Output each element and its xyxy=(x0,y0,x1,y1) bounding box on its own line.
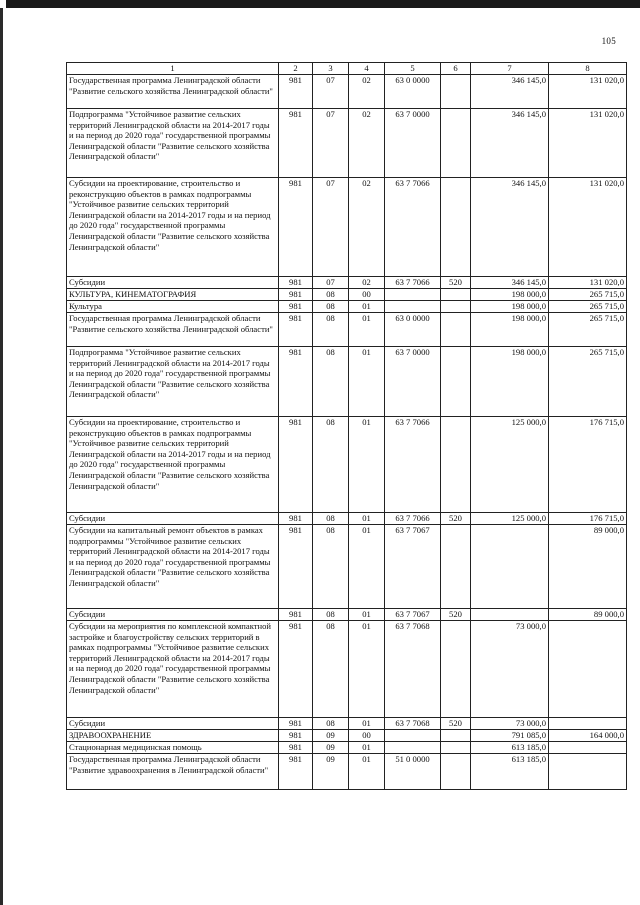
row-description: Субсидии на капитальный ремонт объектов в рамках подпрограммы "Устойчивое развитие сельских территорий Ленинградской области на 2014-2017 годы и на период до 2020 года" государственной программы Ленинградской области "Развитие сельского хозяйства Ленинградской области" xyxy=(67,525,279,609)
cell-col4: 01 xyxy=(349,417,385,513)
cell-col6 xyxy=(441,75,471,109)
cell-col4: 01 xyxy=(349,313,385,347)
cell-col4: 02 xyxy=(349,178,385,277)
cell-col3: 08 xyxy=(313,513,349,525)
cell-col4: 00 xyxy=(349,730,385,742)
cell-col7: 613 185,0 xyxy=(471,742,549,754)
cell-col8: 131 020,0 xyxy=(549,75,627,109)
cell-col7 xyxy=(471,525,549,609)
cell-col3: 09 xyxy=(313,730,349,742)
cell-col8 xyxy=(549,754,627,790)
cell-col2: 981 xyxy=(279,718,313,730)
cell-col3: 08 xyxy=(313,313,349,347)
cell-col6 xyxy=(441,178,471,277)
cell-col3: 08 xyxy=(313,621,349,718)
cell-col7: 346 145,0 xyxy=(471,109,549,178)
row-description: Субсидии на проектирование, строительство и реконструкцию объектов в рамках подпрограммы "Устойчивое развитие сельских территорий Ленинградской области на 2014-2017 годы и на период до 2020 года" государственной программы Ленинградской области "Развитие сельского хозяйства Ленинградской области" xyxy=(67,417,279,513)
cell-col8: 265 715,0 xyxy=(549,289,627,301)
cell-col4: 01 xyxy=(349,525,385,609)
cell-col3: 09 xyxy=(313,754,349,790)
cell-col3: 07 xyxy=(313,178,349,277)
header-cell: 5 xyxy=(385,63,441,75)
cell-col3: 08 xyxy=(313,718,349,730)
header-cell: 7 xyxy=(471,63,549,75)
cell-col4: 01 xyxy=(349,621,385,718)
cell-col6 xyxy=(441,301,471,313)
cell-col7: 791 085,0 xyxy=(471,730,549,742)
cell-col6 xyxy=(441,313,471,347)
table-row xyxy=(67,754,627,790)
cell-col5: 51 0 0000 xyxy=(385,754,441,790)
cell-col2: 981 xyxy=(279,178,313,277)
cell-col2: 981 xyxy=(279,277,313,289)
cell-col3: 07 xyxy=(313,277,349,289)
cell-col5 xyxy=(385,301,441,313)
table-row xyxy=(67,178,627,277)
cell-col6 xyxy=(441,109,471,178)
table-row xyxy=(67,730,627,742)
cell-col6: 520 xyxy=(441,277,471,289)
cell-col6 xyxy=(441,621,471,718)
cell-col2: 981 xyxy=(279,609,313,621)
table-row xyxy=(67,525,627,609)
cell-col5 xyxy=(385,730,441,742)
cell-col8: 176 715,0 xyxy=(549,417,627,513)
cell-col5: 63 7 7066 xyxy=(385,513,441,525)
row-description: Государственная программа Ленинградской области "Развитие сельского хозяйства Ленинградской области" xyxy=(67,75,279,109)
cell-col6 xyxy=(441,525,471,609)
cell-col3: 08 xyxy=(313,289,349,301)
table-row xyxy=(67,277,627,289)
header-cell: 1 xyxy=(67,63,279,75)
cell-col8 xyxy=(549,621,627,718)
table-row xyxy=(67,417,627,513)
cell-col7: 198 000,0 xyxy=(471,289,549,301)
cell-col8: 176 715,0 xyxy=(549,513,627,525)
cell-col7: 125 000,0 xyxy=(471,513,549,525)
table-row xyxy=(67,301,627,313)
table-row xyxy=(67,621,627,718)
cell-col7: 346 145,0 xyxy=(471,277,549,289)
cell-col6 xyxy=(441,754,471,790)
header-cell: 8 xyxy=(549,63,627,75)
cell-col6 xyxy=(441,417,471,513)
cell-col5: 63 7 7066 xyxy=(385,417,441,513)
cell-col2: 981 xyxy=(279,742,313,754)
cell-col4: 01 xyxy=(349,718,385,730)
cell-col4: 02 xyxy=(349,277,385,289)
cell-col4: 01 xyxy=(349,609,385,621)
row-description: Субсидии xyxy=(67,609,279,621)
row-description: Стационарная медицинская помощь xyxy=(67,742,279,754)
cell-col5: 63 7 7068 xyxy=(385,718,441,730)
row-description: Субсидии xyxy=(67,718,279,730)
cell-col2: 981 xyxy=(279,754,313,790)
row-description: Подпрограмма "Устойчивое развитие сельских территорий Ленинградской области на 2014-2017 годы и на период до 2020 года" государственной программы Ленинградской области "Развитие сельского хозяйства Ленинградской области" xyxy=(67,109,279,178)
cell-col5: 63 7 7066 xyxy=(385,178,441,277)
cell-col3: 08 xyxy=(313,347,349,417)
cell-col2: 981 xyxy=(279,109,313,178)
cell-col4: 00 xyxy=(349,289,385,301)
cell-col8: 164 000,0 xyxy=(549,730,627,742)
cell-col7: 125 000,0 xyxy=(471,417,549,513)
header-cell: 4 xyxy=(349,63,385,75)
cell-col2: 981 xyxy=(279,289,313,301)
cell-col4: 01 xyxy=(349,754,385,790)
cell-col3: 09 xyxy=(313,742,349,754)
table-row xyxy=(67,75,627,109)
table-row xyxy=(67,313,627,347)
cell-col4: 01 xyxy=(349,301,385,313)
table-row xyxy=(67,109,627,178)
cell-col8: 131 020,0 xyxy=(549,109,627,178)
cell-col5: 63 7 0000 xyxy=(385,347,441,417)
cell-col2: 981 xyxy=(279,525,313,609)
row-description: ЗДРАВООХРАНЕНИЕ xyxy=(67,730,279,742)
table-row xyxy=(67,718,627,730)
cell-col7: 73 000,0 xyxy=(471,621,549,718)
header-cell: 6 xyxy=(441,63,471,75)
cell-col6 xyxy=(441,742,471,754)
cell-col4: 01 xyxy=(349,347,385,417)
cell-col5: 63 7 0000 xyxy=(385,109,441,178)
cell-col3: 08 xyxy=(313,301,349,313)
cell-col4: 01 xyxy=(349,513,385,525)
cell-col8: 89 000,0 xyxy=(549,525,627,609)
cell-col3: 08 xyxy=(313,417,349,513)
cell-col3: 08 xyxy=(313,609,349,621)
table-row xyxy=(67,742,627,754)
cell-col5 xyxy=(385,289,441,301)
cell-col8: 265 715,0 xyxy=(549,301,627,313)
cell-col8 xyxy=(549,742,627,754)
cell-col2: 981 xyxy=(279,301,313,313)
table-row xyxy=(67,513,627,525)
header-cell: 3 xyxy=(313,63,349,75)
table-row xyxy=(67,289,627,301)
cell-col8: 265 715,0 xyxy=(549,313,627,347)
cell-col7: 198 000,0 xyxy=(471,313,549,347)
cell-col2: 981 xyxy=(279,730,313,742)
top-border-bar xyxy=(0,0,640,8)
row-description: Подпрограмма "Устойчивое развитие сельских территорий Ленинградской области на 2014-2017 годы и на период до 2020 года" государственной программы Ленинградской области "Развитие сельского хозяйства Ленинградской области" xyxy=(67,347,279,417)
cell-col5: 63 7 7068 xyxy=(385,621,441,718)
cell-col8: 131 020,0 xyxy=(549,178,627,277)
cell-col7: 198 000,0 xyxy=(471,347,549,417)
cell-col6: 520 xyxy=(441,513,471,525)
cell-col7: 198 000,0 xyxy=(471,301,549,313)
row-description: Субсидии на мероприятия по комплексной компактной застройке и благоустройству сельских территорий в рамках подпрограммы "Устойчивое развитие сельских территорий Ленинградской области на 2014-2017 годы и на период до 2020 года" государственной программы Ленинградской области "Развитие сельского хозяйства Ленинградской области" xyxy=(67,621,279,718)
row-description: Субсидии xyxy=(67,277,279,289)
cell-col2: 981 xyxy=(279,621,313,718)
cell-col2: 981 xyxy=(279,75,313,109)
cell-col3: 08 xyxy=(313,525,349,609)
cell-col3: 07 xyxy=(313,109,349,178)
cell-col7: 346 145,0 xyxy=(471,178,549,277)
row-description: Государственная программа Ленинградской области "Развитие сельского хозяйства Ленинградской области" xyxy=(67,313,279,347)
cell-col4: 02 xyxy=(349,109,385,178)
cell-col5 xyxy=(385,742,441,754)
cell-col4: 02 xyxy=(349,75,385,109)
table-row xyxy=(67,347,627,417)
cell-col6 xyxy=(441,730,471,742)
cell-col6 xyxy=(441,289,471,301)
cell-col5: 63 7 7067 xyxy=(385,609,441,621)
left-border-bar xyxy=(0,8,3,905)
cell-col7: 346 145,0 xyxy=(471,75,549,109)
cell-col8: 131 020,0 xyxy=(549,277,627,289)
table-row xyxy=(67,609,627,621)
cell-col4: 01 xyxy=(349,742,385,754)
budget-table xyxy=(66,62,627,790)
cell-col2: 981 xyxy=(279,417,313,513)
header-cell: 2 xyxy=(279,63,313,75)
cell-col5: 63 7 7067 xyxy=(385,525,441,609)
cell-col7 xyxy=(471,609,549,621)
row-description: КУЛЬТУРА, КИНЕМАТОГРАФИЯ xyxy=(67,289,279,301)
row-description: Субсидии на проектирование, строительство и реконструкцию объектов в рамках подпрограммы "Устойчивое развитие сельских территорий Ленинградской области на 2014-2017 годы и на период до 2020 года" государственной программы Ленинградской области "Развитие сельского хозяйства Ленинградской области" xyxy=(67,178,279,277)
row-description: Культура xyxy=(67,301,279,313)
cell-col8: 89 000,0 xyxy=(549,609,627,621)
cell-col5: 63 0 0000 xyxy=(385,75,441,109)
cell-col5: 63 7 7066 xyxy=(385,277,441,289)
cell-col7: 73 000,0 xyxy=(471,718,549,730)
table-header-row xyxy=(67,63,627,75)
cell-col8 xyxy=(549,718,627,730)
cell-col8: 265 715,0 xyxy=(549,347,627,417)
cell-col2: 981 xyxy=(279,513,313,525)
cell-col5: 63 0 0000 xyxy=(385,313,441,347)
cell-col6: 520 xyxy=(441,718,471,730)
cell-col3: 07 xyxy=(313,75,349,109)
cell-col6: 520 xyxy=(441,609,471,621)
row-description: Субсидии xyxy=(67,513,279,525)
row-description: Государственная программа Ленинградской области "Развитие здравоохранения в Ленинградской области" xyxy=(67,754,279,790)
cell-col6 xyxy=(441,347,471,417)
page-number: 105 xyxy=(601,36,616,46)
cell-col2: 981 xyxy=(279,347,313,417)
cell-col7: 613 185,0 xyxy=(471,754,549,790)
cell-col2: 981 xyxy=(279,313,313,347)
